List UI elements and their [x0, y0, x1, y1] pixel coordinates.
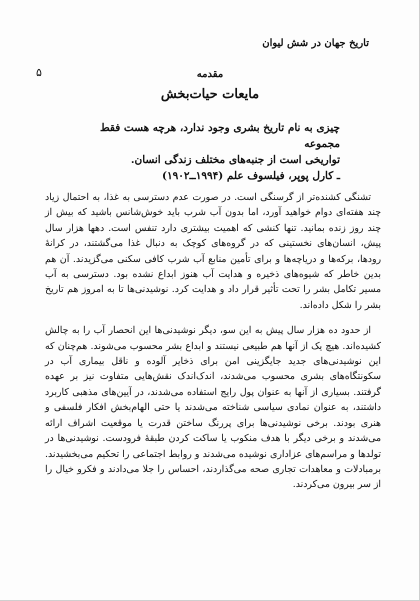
epigraph-line: چیزی به نام تاریخ بشری وجود ندارد، هرچه هست فقط مجموعه [99, 122, 340, 150]
section-label: مقدمه [196, 69, 224, 80]
page-number: ۵ [36, 66, 42, 79]
epigraph-line: تواریخی است از جنبه‌های مختلف زندگی انسان. [130, 154, 340, 166]
running-header: تاریخ جهان در شش لیوان [262, 38, 369, 49]
body-text [45, 190, 381, 493]
chapter-title: مایعات حیات‌بخش [160, 87, 260, 102]
paragraph: تشنگی کشنده‌تر از گرسنگی است. در صورت عدم دسترسی به غذا، به احتمال زیاد چند هفته‌ای دوام خواهید آورد، اما بدون آب شرب باید خوش‌شانس باشید که بیش از چند روز زنده بمانید. تنها کنشی که اهمیت بیشتری دارد تنفس است. دهها هزار سال پیش، انسان‌های نخستینی که در گروه‌های کوچک به دنبال غذا می‌گشتند، در کرانهٔ رودها، برکه‌ها و دریاچه‌ها و برای تأمین منابع آب شرب کافی سکنی می‌گزیدند. آن هم بدین خاطر که شیوه‌های ذخیره و هدایت آب هنوز ابداع نشده بود. دسترسی به آب مسیر تکامل بشر را تحت تأثیر قرار داد و هدایت کرد. نوشیدنی‌ها تا به امروز هم تاریخ بشر را شکل داده‌اند. [45, 192, 381, 311]
epigraph [70, 120, 340, 184]
paragraph: از حدود ده هزار سال پیش به این سو، دیگر نوشیدنی‌ها این انحصار آب را به چالش کشیده‌اند. هیچ یک از آنها هم طبیعی نیستند و ابداع بشر محسوب می‌شوند. هم‌چنان که این نوشیدنی‌های جدید جایگزینی امن برای ذخایر آلوده و ناقل بیماری آب در سکونتگاه‌های بشری محسوب می‌شدند، اندک‌اندک نقش‌هایی متفاوت نیز بر عهده گرفتند. بسیاری از آنها به عنوان پول رایج استفاده می‌شدند، در آیین‌های مذهبی کاربرد داشتند، به عنوان نمادی سیاسی شناخته می‌شدند یا حتی الهام‌بخش افکار فلسفی و هنری بودند. برخی نوشیدنی‌ها برای پررنگ ساختن قدرت یا موقعیت اشراف ارائه می‌شدند و برخی دیگر با هدف منکوب یا ساکت کردن طبقهٔ فرودست. نوشیدنی‌ها در تولدها و مراسم‌های عزاداری نوشیده می‌شدند و روابط اجتماعی را تحکیم می‌بخشیدند. برمبادلات و معاهدات تجاری صحه می‌گذاردند، احساس را جلا می‌دادند و فکرو خیال را از سر بیرون می‌کردند. [45, 325, 381, 491]
epigraph-attribution: ـ کارل پوپر، فیلسوف علم (۱۹۹۴ــ۱۹۰۲) [162, 170, 340, 182]
